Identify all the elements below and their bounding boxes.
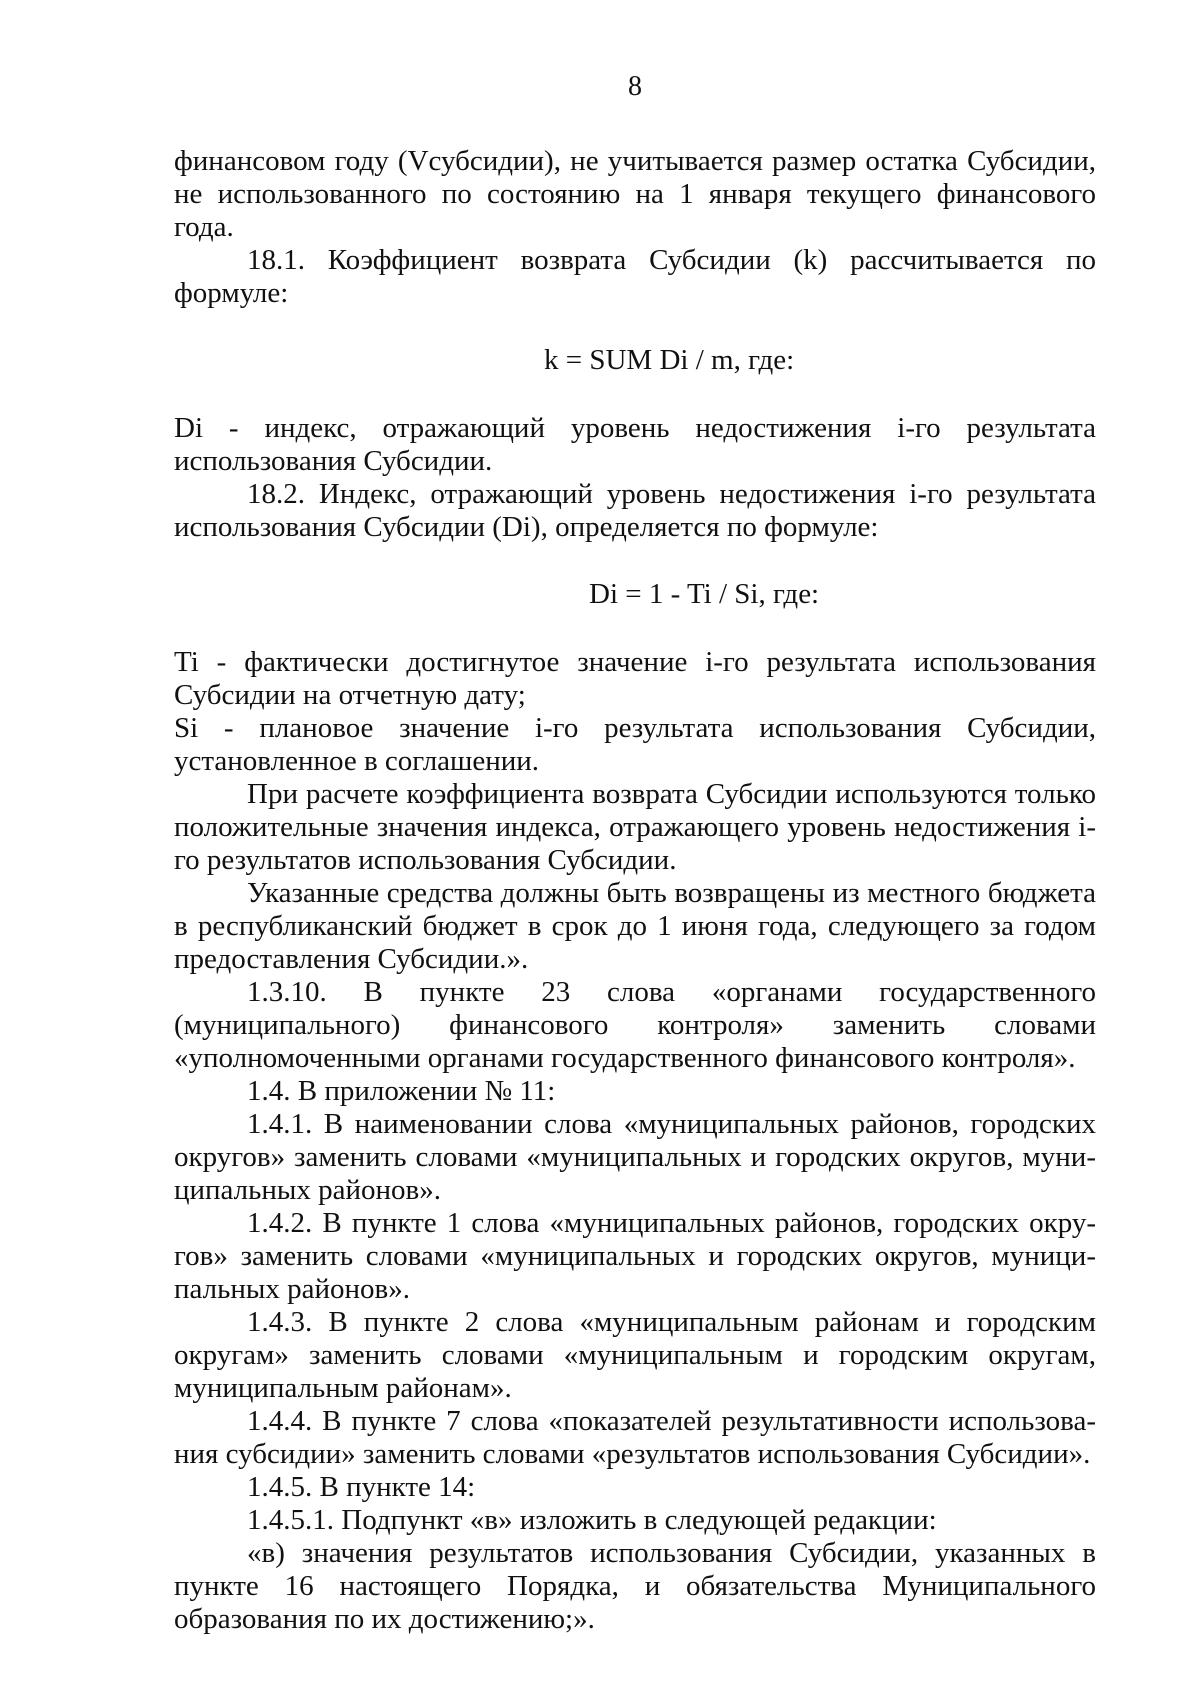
paragraph: финансовом году (Vсубсидии), не учитывается размер остатка Субсидии, не использованного по состоянию на 1 января текущего финансового года. bbox=[174, 145, 1096, 243]
paragraph: 18.2. Индекс, отражающий уровень недостижения i-го результата использования Субсидии (Di), определяется по формуле: bbox=[174, 478, 1096, 543]
paragraph: 1.4.4. В пункте 7 слова «показателей результативности использования субсидии» заменить словами «результатов использования Субсидии». bbox=[174, 1405, 1096, 1470]
paragraph: 1.4.2. В пункте 1 слова «муниципальных районов, городских округов» заменить словами «муниципальных и городских округов, муниципальных районов». bbox=[174, 1207, 1096, 1305]
document-body bbox=[174, 145, 1096, 1636]
formula: Di = 1 - Ti / Si, где: bbox=[589, 578, 820, 610]
formula-definition: Di - индекс, отражающий уровень недостижения i-го результата использования Субсидии. bbox=[174, 412, 1096, 477]
paragraph: 1.4. В приложении № 11: bbox=[247, 1075, 556, 1107]
paragraph: 1.4.5.1. Подпункт «в» изложить в следующей редакции: bbox=[247, 1504, 937, 1536]
page-number: 8 bbox=[628, 71, 642, 102]
formula: k = SUM Di / m, где: bbox=[544, 344, 795, 376]
paragraph: Указанные средства должны быть возвращены из местного бюджета в республиканский бюджет в срок до 1 июня года, следующего за годом предоставления Субсидии.». bbox=[174, 877, 1096, 975]
paragraph: 1.4.5. В пункте 14: bbox=[247, 1471, 476, 1503]
paragraph: «в) значения результатов использования Субсидии, указанных в пункте 16 настоящего Порядка, и обязательства Муниципального образования по их достижению;». bbox=[174, 1537, 1096, 1635]
paragraph: При расчете коэффициента возврата Субсидии используются только положительные значения индекса, отражающего уровень недостижения i-го результатов использования Субсидии. bbox=[174, 778, 1096, 876]
paragraph: 1.4.1. В наименовании слова «муниципальных районов, городских округов» заменить словами «муниципальных и городских округов, муниципальных районов». bbox=[174, 1108, 1096, 1206]
formula-definition: Ti - фактически достигнутое значение i-го результата использования Субсидии на отчетную дату; bbox=[174, 646, 1096, 711]
formula-definition: Si - плановое значение i-го результата использования Субсидии, установленное в соглашении. bbox=[174, 712, 1096, 777]
paragraph: 18.1. Коэффициент возврата Субсидии (k) рассчитывается по формуле: bbox=[174, 244, 1096, 309]
paragraph: 1.3.10. В пункте 23 слова «органами государственного (муниципального) финансового контроля» заменить словами «уполномоченными органами государственного финансового контроля». bbox=[174, 976, 1096, 1074]
paragraph: 1.4.3. В пункте 2 слова «муниципальным районам и городским округам» заменить словами «муниципальным и городским округам, муниципальным районам». bbox=[174, 1306, 1096, 1404]
